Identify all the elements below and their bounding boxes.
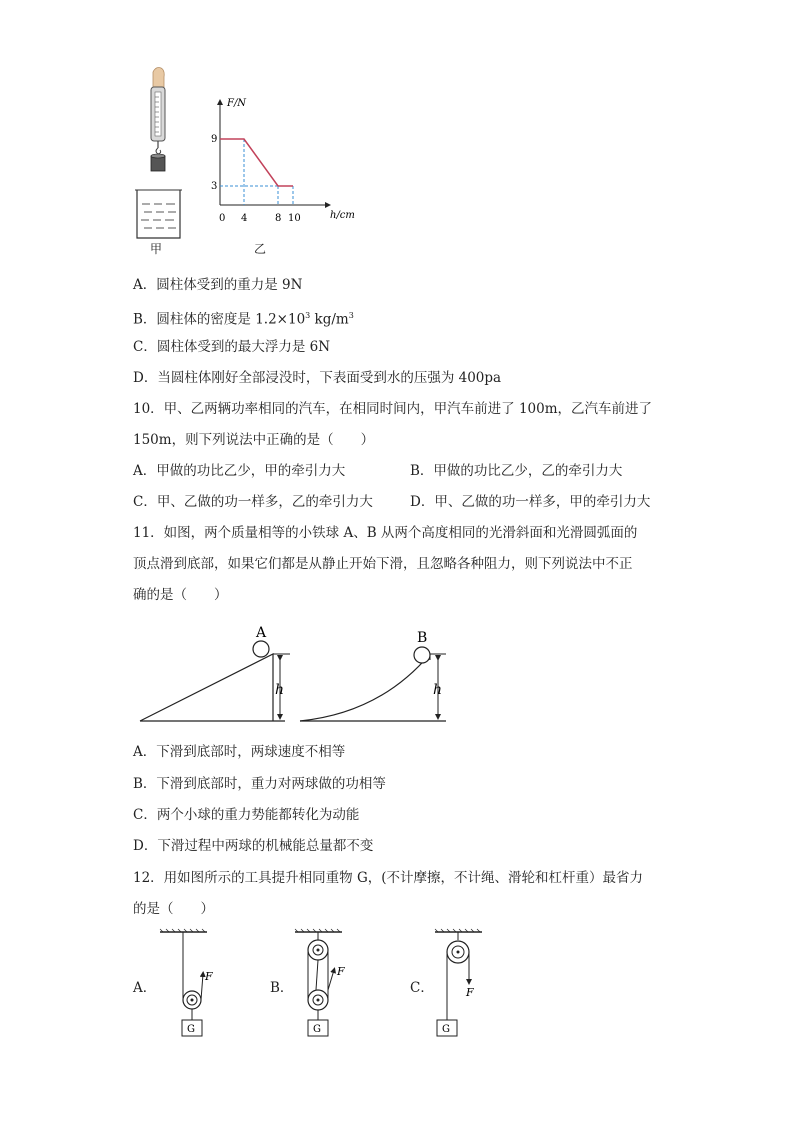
q11-stem-line1: 11．如图，两个质量相等的小铁球 A、B 从两个高度相同的光滑斜面和光滑圆弧面的 — [133, 525, 638, 541]
q10-stem-line2: 150m，则下列说法中正确的是（ ） — [133, 432, 375, 448]
q9-option-a: A．圆柱体受到的重力是 9N — [133, 277, 303, 293]
q10-option-c: C．甲、乙做的功一样多，乙的牵引力大 — [133, 494, 373, 510]
q12-option-b-label: B． — [270, 980, 294, 996]
q10-option-d: D．甲、乙做的功一样多，甲的牵引力大 — [410, 494, 651, 510]
weight-label-c: G — [442, 1024, 450, 1035]
q12-option-c-label: C． — [410, 980, 434, 996]
incline-and-arc-figure — [130, 618, 460, 728]
q12-option-a-label: A． — [133, 980, 157, 996]
q9-option-d: D．当圆柱体刚好全部浸没时，下表面受到水的压强为 400pa — [133, 370, 502, 386]
y-axis-label: F/N — [227, 98, 247, 109]
y-tick-9: 9 — [211, 134, 218, 145]
pulley-figure-a — [155, 928, 225, 1043]
q11-option-d: D．下滑过程中两球的机械能总量都不变 — [133, 838, 374, 854]
height-label-b: h — [433, 682, 443, 698]
force-label-a: F — [205, 970, 213, 983]
q10-option-a: A．甲做的功比乙少，甲的牵引力大 — [133, 463, 346, 479]
y-tick-3: 3 — [211, 181, 218, 192]
q12-stem-line2: 的是（ ） — [133, 901, 214, 917]
figure-label-yi: 乙 — [254, 242, 267, 256]
weight-label-b: G — [313, 1024, 321, 1035]
q11-stem-line2: 顶点滑到底部，如果它们都是从静止开始下滑，且忽略各种阻力，则下列说法中不正 — [133, 556, 633, 572]
force-depth-graph — [200, 90, 370, 230]
force-label-c: F — [466, 986, 474, 999]
q11-option-b: B．下滑到底部时，重力对两球做的功相等 — [133, 776, 386, 792]
x-tick-8: 8 — [275, 213, 282, 224]
weight-label-a: G — [187, 1024, 195, 1035]
x-tick-10: 10 — [288, 213, 301, 224]
q12-stem-line1: 12．用如图所示的工具提升相同重物 G，(不计摩擦，不计绳、滑轮和杠杆重）最省力 — [133, 870, 644, 886]
q9-option-c: C．圆柱体受到的最大浮力是 6N — [133, 339, 331, 355]
force-label-b: F — [337, 965, 345, 978]
x-tick-4: 4 — [241, 213, 248, 224]
q11-option-c: C．两个小球的重力势能都转化为动能 — [133, 807, 360, 823]
height-label-a: h — [275, 682, 285, 698]
pulley-figure-c — [430, 928, 500, 1043]
q9-option-b: B．圆柱体的密度是 $1.2\times 10^3$ $kg/m^3$ — [133, 311, 354, 328]
x-axis-label: h/cm — [330, 210, 355, 221]
q10-stem-line1: 10．甲、乙两辆功率相同的汽车，在相同时间内，甲汽车前进了 100m，乙汽车前进了 — [133, 401, 653, 417]
q11-option-a: A．下滑到底部时，两球速度不相等 — [133, 744, 346, 760]
q9-apparatus-figure — [130, 66, 190, 256]
q11-stem-line3: 确的是（ ） — [133, 587, 228, 603]
pulley-figure-b — [290, 928, 360, 1043]
figure-label-jia: 甲 — [150, 242, 163, 256]
origin-label: 0 — [219, 213, 226, 224]
ball-b-label: B — [417, 630, 428, 646]
ball-a-label: A — [256, 625, 267, 641]
q10-option-b: B．甲做的功比乙少，乙的牵引力大 — [410, 463, 623, 479]
